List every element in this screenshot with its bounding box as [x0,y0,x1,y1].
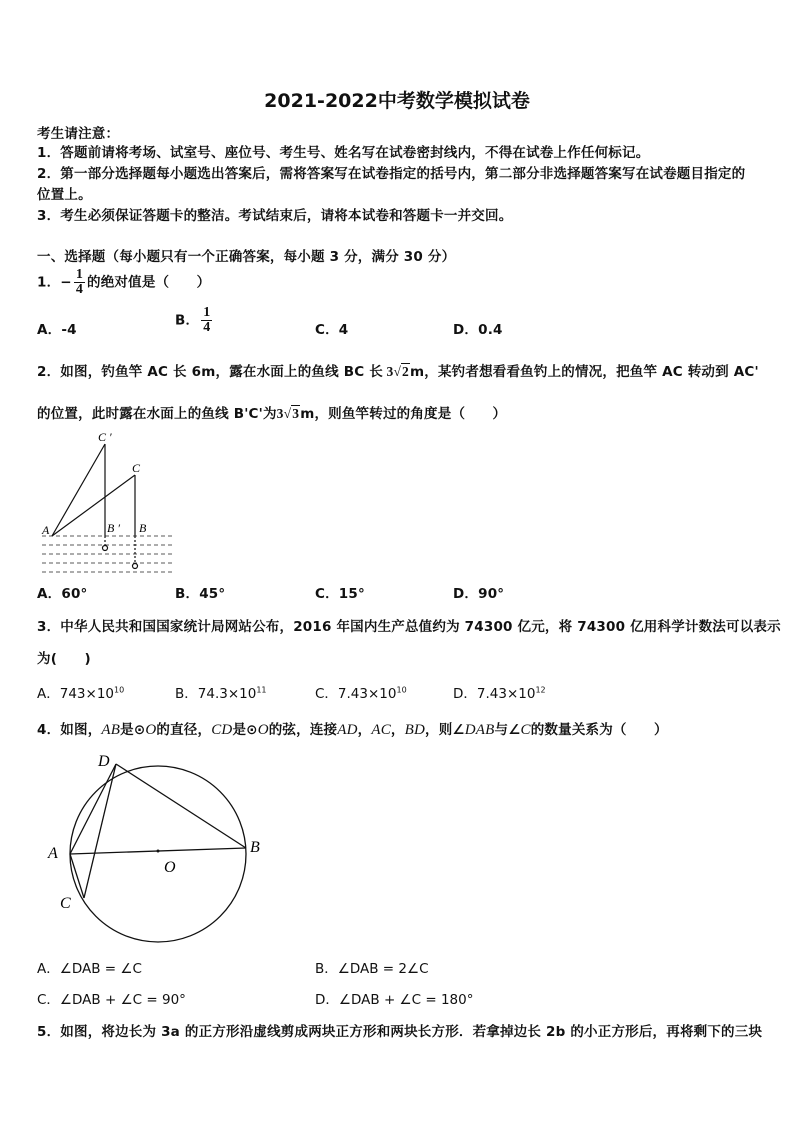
notice-item-1: 1．答题前请将考场、试室号、座位号、考生号、姓名写在试卷密封线内，不得在试卷上作任何标记。 [37,145,650,161]
q2-sqrt-1: 3√2 [386,364,409,379]
q3-b-exp: 11 [256,685,267,695]
q3-option-a [37,682,124,702]
q4-t6: ，则∠ [425,722,465,738]
q4-circle-figure [40,752,280,952]
q4-c: C [520,722,531,738]
q4-c2: ， [390,722,405,738]
circle-o [70,766,246,942]
q3-option-d [453,682,546,702]
q4-o1: O [145,722,157,738]
hook-b [133,564,138,569]
q1-option-b-label: B． [175,312,200,329]
q3-a-base: A．743×10 [37,686,114,702]
q3-d-exp: 12 [535,685,546,695]
q4-t4: 是⊙ [232,722,258,738]
q2-sqrt-1-coef: 3 [386,364,394,379]
rod-ac-prime [52,444,105,536]
segment-ac [70,854,84,898]
q4-c1: ， [357,722,372,738]
q4-t1: 4．如图， [37,722,102,738]
q2-option-d: D．90° [453,586,505,602]
q4-option-d: D．∠DAB + ∠C = 180° [315,992,474,1008]
q4-dab: DAB [464,722,495,738]
q3-option-c [315,682,407,702]
label-d: D [98,753,110,770]
question-1 [37,268,210,297]
q2-option-c: C．15° [315,586,365,602]
q2-fishing-rod-figure [36,428,176,576]
q1-b-num: 1 [203,305,211,320]
notice-item-2: 2．第一部分选择题每小题选出答案后，需将答案写在试卷指定的括号内，第二部分非选择题答案写在试卷题目指定的 [37,166,746,182]
chord-dc [84,764,116,898]
label-a: A [48,845,58,862]
q3-c-base: C．7.43×10 [315,686,397,702]
q4-t5: 的弦，连接 [268,722,338,738]
q3-line-2: 为( ) [37,651,91,667]
q1-b-den: 4 [203,320,211,335]
q3-option-b [175,682,267,702]
notice-heading: 考生请注意： [37,126,120,142]
q3-d-base: D．7.43×10 [453,686,536,702]
q2-text-c: 的位置，此时露在水面上的鱼线 B'C'为 [37,406,277,422]
page-title: 2021-2022中考数学模拟试卷 [264,90,530,112]
q4-t7: 与∠ [494,722,521,738]
label-c: C [132,461,141,475]
q4-cd: CD [211,722,233,738]
q5-line-1: 5．如图，将边长为 3a 的正方形沿虚线剪成两块正方形和两块长方形．若拿掉边长 2b 的小正方形后，再将剩下的三块 [37,1024,763,1040]
water-lines [42,536,174,572]
q4-t2: 是⊙ [120,722,146,738]
q1-option-b [175,306,214,335]
q4-option-a: A．∠DAB = ∠C [37,961,142,977]
label-b: B [250,839,260,856]
q1-fraction [74,268,85,297]
segment-ad [70,764,116,854]
q4-option-c: C．∠DAB + ∠C = 90° [37,992,186,1008]
q4-o2: O [257,722,269,738]
label-a: A [42,523,50,537]
q4-ac: AC [371,722,391,738]
label-c: C [60,895,71,912]
hook-b-prime [103,546,108,551]
q2-option-b: B．45° [175,586,226,602]
q3-c-exp: 10 [396,685,407,695]
rod-ac [52,475,135,536]
q1-suffix: 的绝对值是（ ） [87,274,211,291]
q1-frac-num: 1 [75,267,84,282]
q2-sqrt-2-radicand: 3 [292,406,300,421]
q1-option-c: C．4 [315,322,349,338]
q1-frac-den: 4 [75,282,84,297]
q4-option-b: B．∠DAB = 2∠C [315,961,429,977]
label-o: O [164,859,176,876]
section-heading: 一、选择题（每小题只有一个正确答案，每小题 3 分，满分 30 分） [37,249,456,265]
q3-b-base: B．74.3×10 [175,686,257,702]
center-point [157,850,160,853]
q2-sqrt-1-radicand: 2 [402,364,409,379]
notice-item-2-cont: 位置上。 [37,187,92,203]
q1-prefix: 1．− [37,274,72,291]
notice-item-3: 3．考生必须保证答题卡的整洁。考试结束后，请将本试卷和答题卡一并交回。 [37,208,513,224]
q2-sqrt-2: 3√3 [276,406,300,421]
label-b-prime: B ′ [107,521,120,535]
q4-stem [37,718,668,739]
q4-bd: BD [404,722,426,738]
q3-a-exp: 10 [114,685,125,695]
q1-option-a: A．-4 [37,322,77,338]
label-b: B [139,521,147,535]
q4-t3: 的直径， [156,722,212,738]
q2-text-a: 2．如图，钓鱼竿 AC 长 6m，露在水面上的鱼线 BC 长 [37,364,383,380]
q2-sqrt-2-coef: 3 [276,406,284,421]
q1-option-b-fraction [201,306,212,335]
q2-text-b: m，某钓者想看看鱼钓上的情况，把鱼竿 AC 转动到 AC' [410,364,759,380]
q2-line-1 [37,360,759,380]
segment-bd [116,764,246,848]
q1-option-d: D．0.4 [453,322,503,338]
q3-line-1: 3．中华人民共和国国家统计局网站公布，2016 年国内生产总值约为 74300 亿元，将 74300 亿用科学计数法可以表示 [37,619,781,635]
q4-ad: AD [337,722,358,738]
q2-line-2 [37,402,506,422]
q4-ab: AB [101,722,121,738]
label-c-prime: C ′ [98,430,112,444]
q4-t8: 的数量关系为（ ） [530,722,668,738]
q2-option-a: A．60° [37,586,88,602]
q2-text-d: m，则鱼竿转过的角度是（ ） [300,406,507,422]
